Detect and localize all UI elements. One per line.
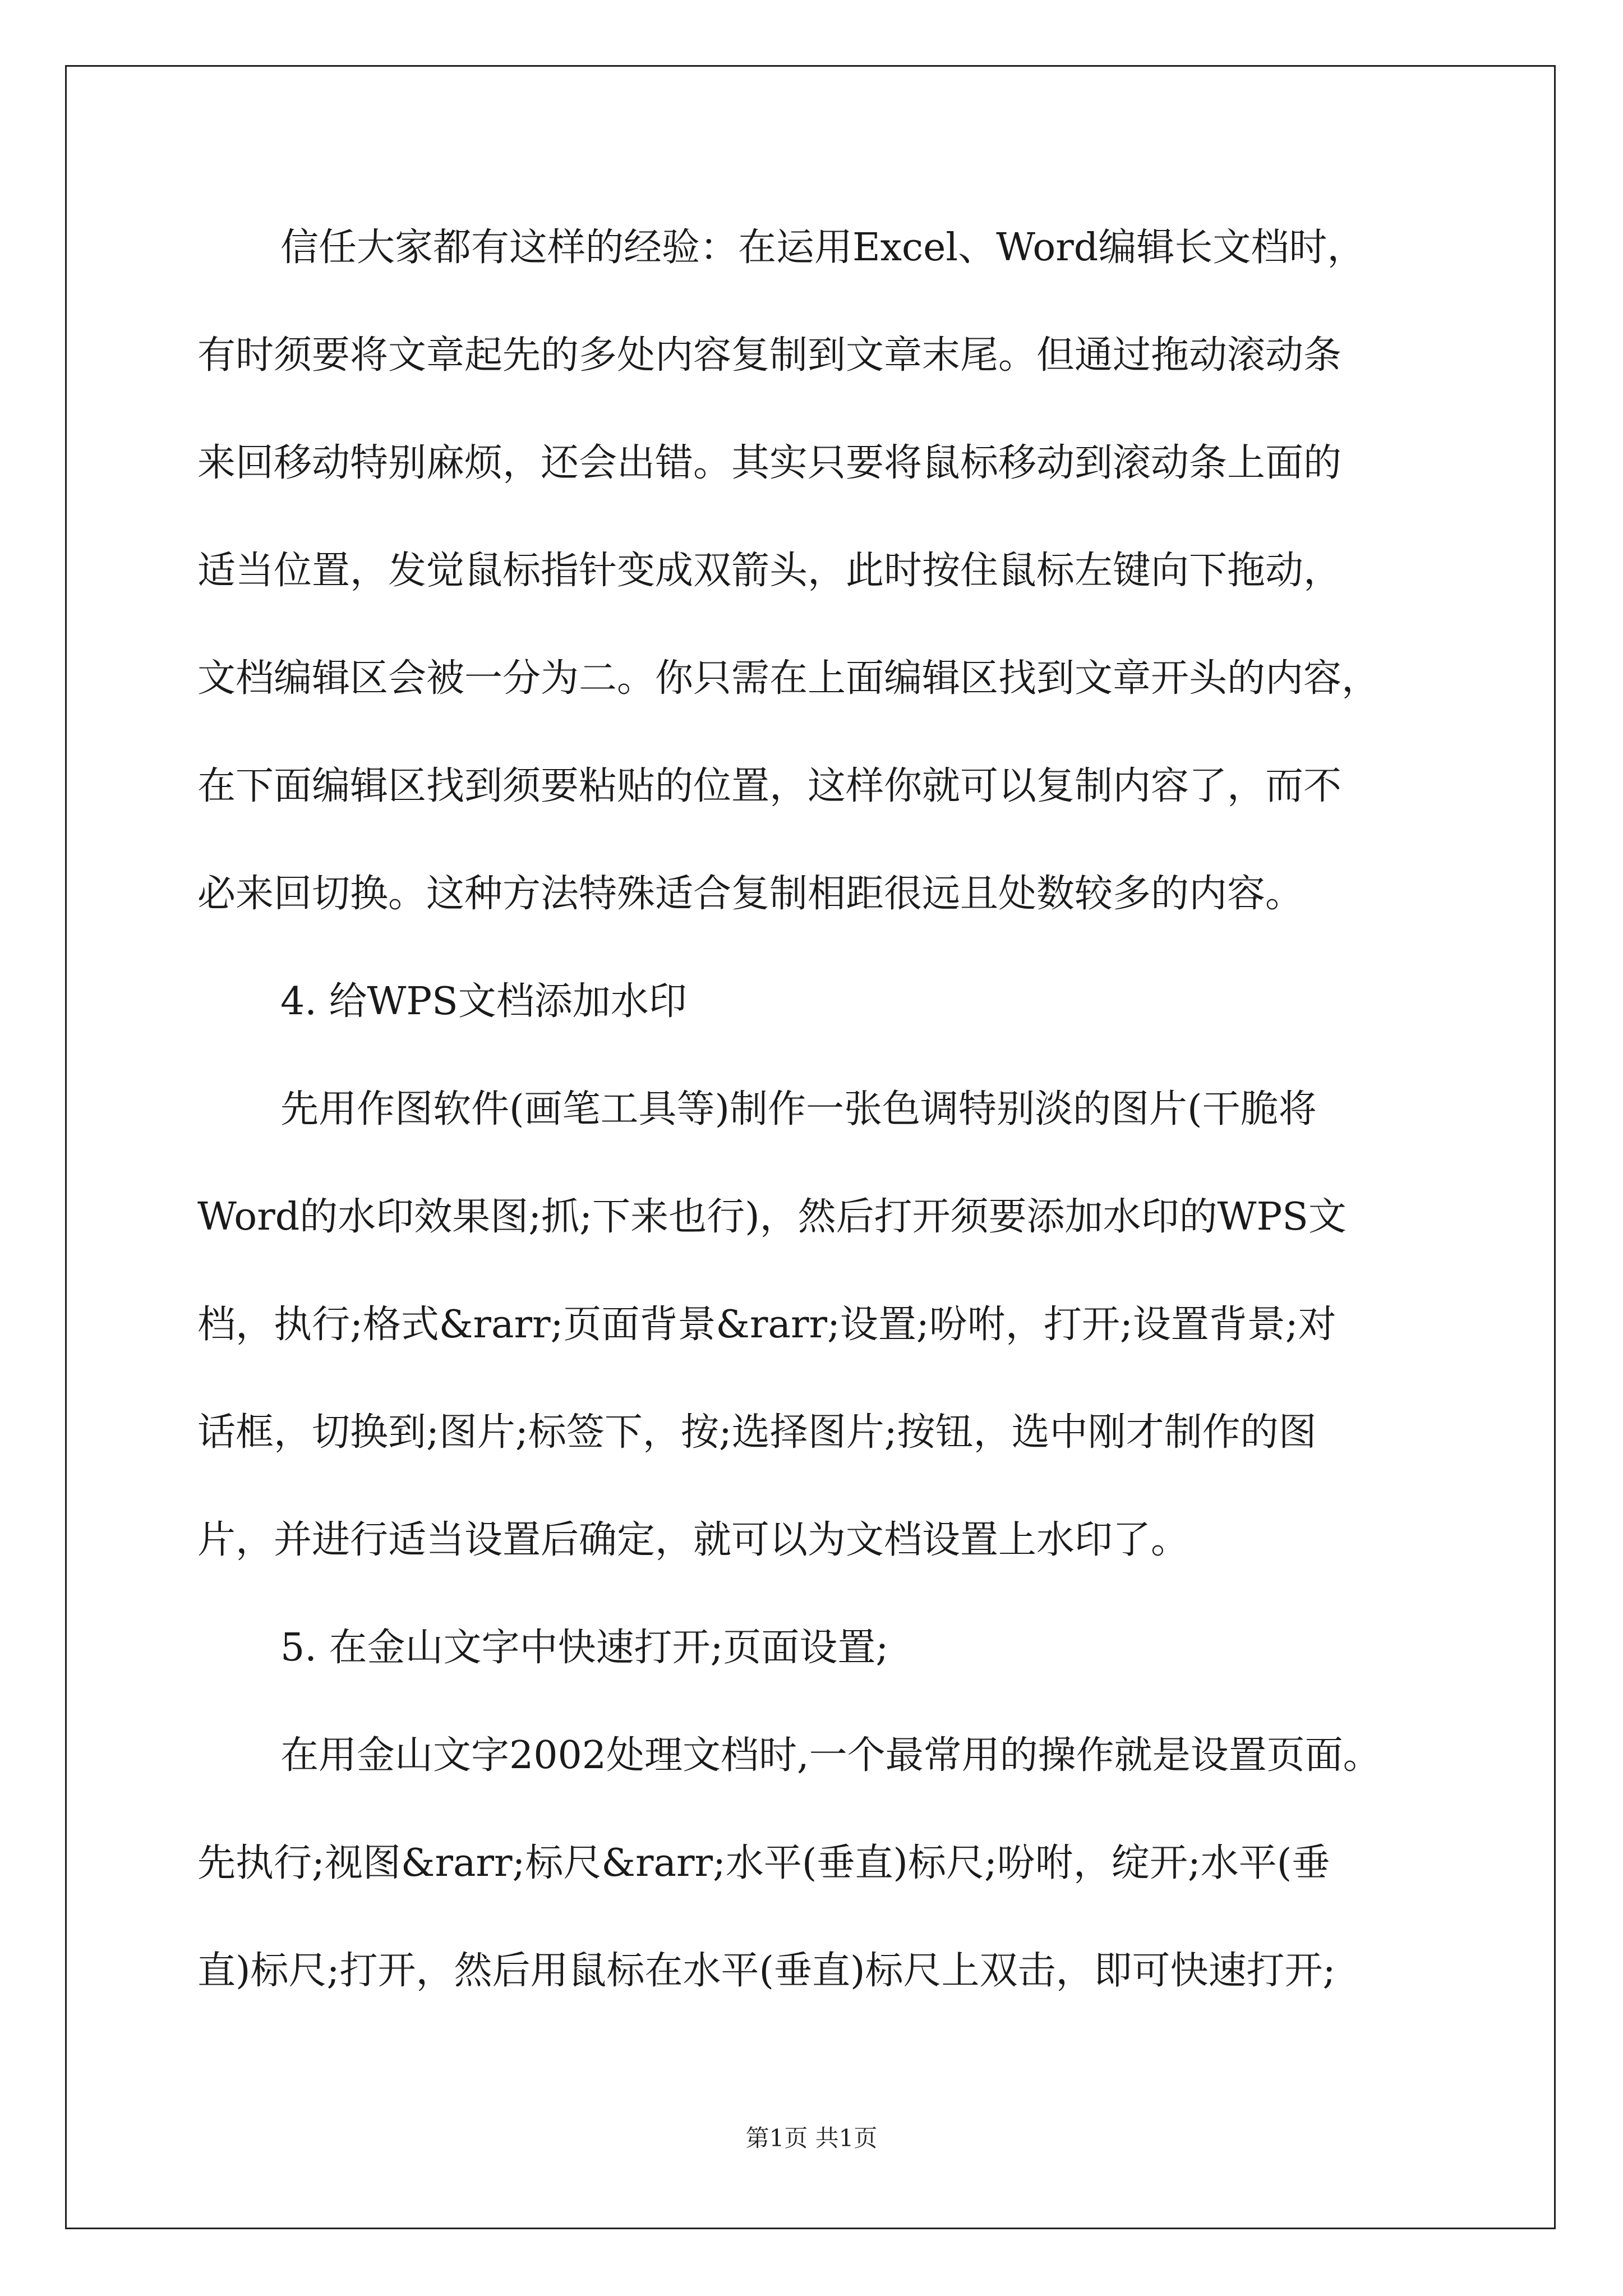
page-border	[65, 65, 1556, 2229]
paragraph-line: 直)标尺;打开，然后用鼠标在水平(垂直)标尺上双击，即可快速打开;	[197, 1949, 1336, 1993]
paragraph-line: 档，执行;格式&rarr;页面背景&rarr;设置;吩咐，打开;设置背景;对	[197, 1303, 1336, 1347]
paragraph-line: 话框，切换到;图片;标签下，按;选择图片;按钮，选中刚才制作的图	[197, 1410, 1317, 1455]
paragraph-line: 片，并进行适当设置后确定，就可以为文档设置上水印了。	[197, 1518, 1189, 1562]
section-heading: 5. 在金山文字中快速打开;页面设置;	[280, 1626, 889, 1670]
paragraph-line: 先用作图软件(画笔工具等)制作一张色调特别淡的图片(干脆将	[280, 1087, 1317, 1131]
paragraph-line: Word的水印效果图;抓;下来也行)，然后打开须要添加水印的WPS文	[197, 1195, 1347, 1239]
paragraph-line: 适当位置，发觉鼠标指针变成双箭头，此时按住鼠标左键向下拖动，	[197, 549, 1342, 593]
paragraph-line: 文档编辑区会被一分为二。你只需在上面编辑区找到文章开头的内容，	[197, 656, 1380, 701]
paragraph-line: 必来回切换。这种方法特殊适合复制相距很远且处数较多的内容。	[197, 872, 1304, 916]
paragraph-line: 来回移动特别麻烦，还会出错。其实只要将鼠标移动到滚动条上面的	[197, 441, 1342, 485]
paragraph-line: 在用金山文字2002处理文档时,一个最常用的操作就是设置页面。	[280, 1733, 1381, 1778]
paragraph-line: 信任大家都有这样的经验：在运用Excel、Word编辑长文档时，	[280, 226, 1366, 270]
paragraph-line: 先执行;视图&rarr;标尺&rarr;水平(垂直)标尺;吩咐，绽开;水平(垂	[197, 1841, 1330, 1885]
paragraph-line: 有时须要将文章起先的多处内容复制到文章末尾。但通过拖动滚动条	[197, 333, 1342, 378]
section-heading: 4. 给WPS文档添加水印	[280, 979, 687, 1024]
page-number-footer: 第1页 共1页	[745, 2124, 878, 2152]
paragraph-line: 在下面编辑区找到须要粘贴的位置，这样你就可以复制内容了，而不	[197, 764, 1342, 808]
